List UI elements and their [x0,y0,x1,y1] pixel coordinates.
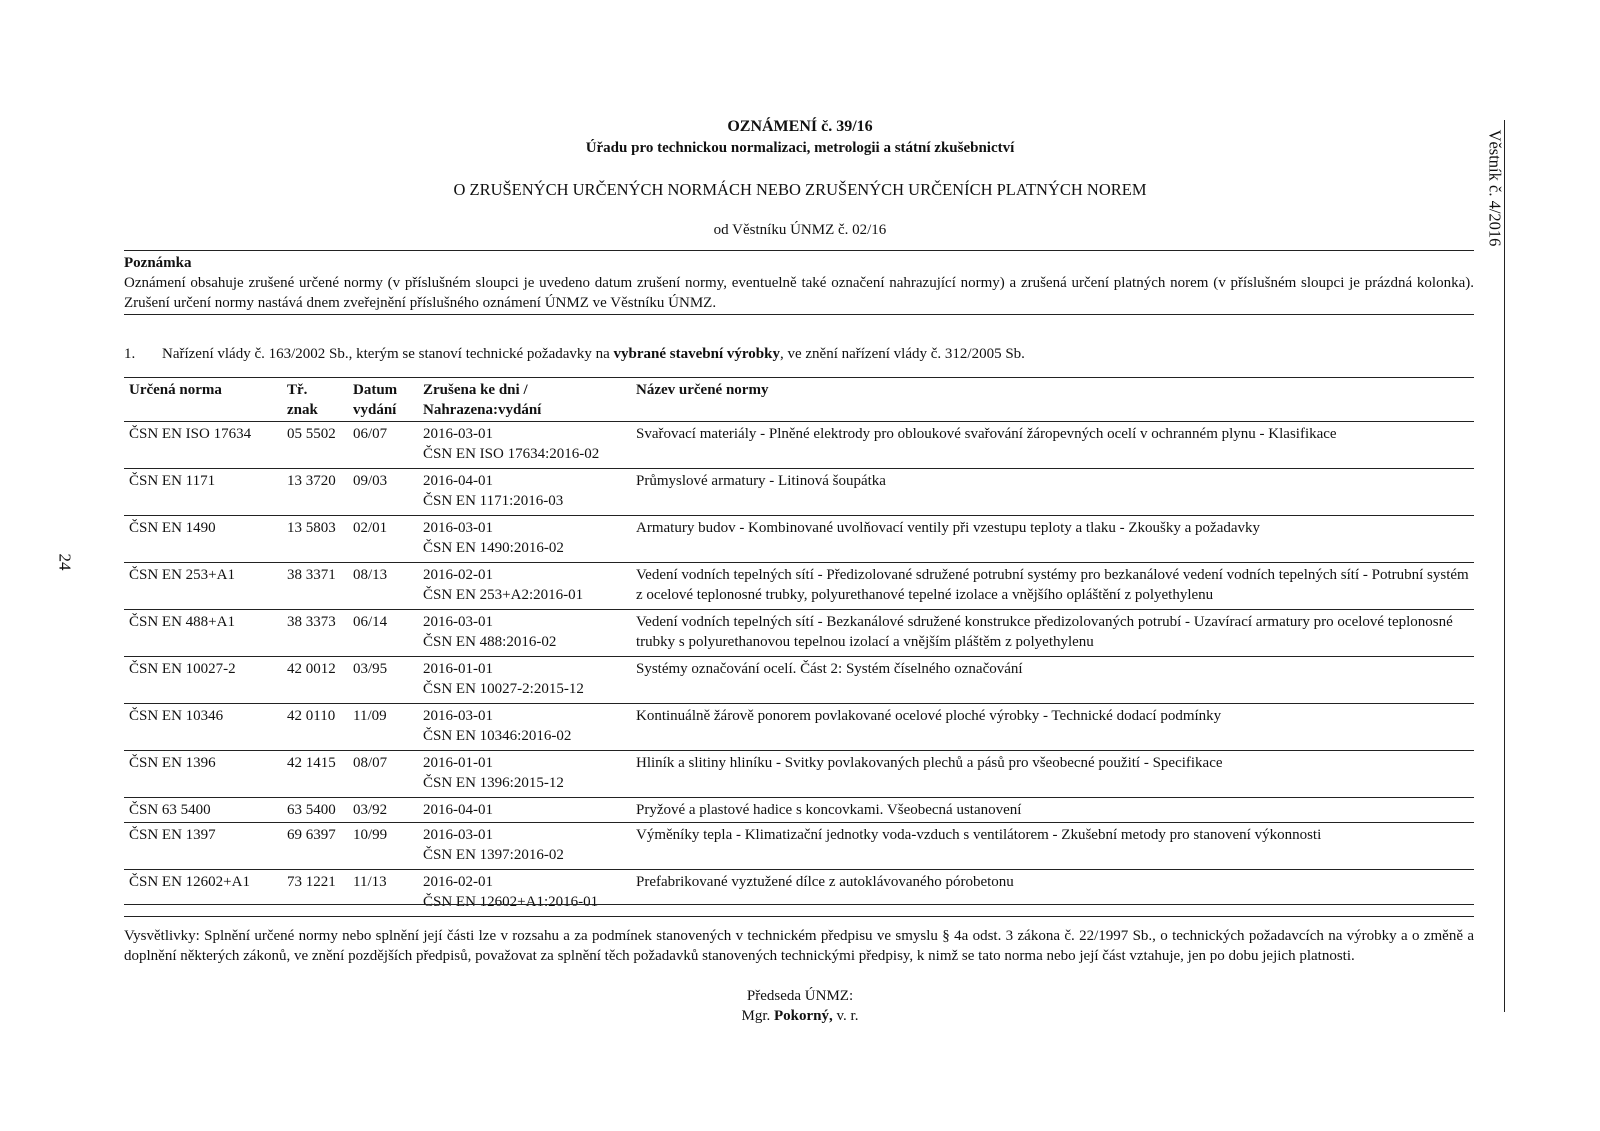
table-row [124,610,1474,657]
section-heading [124,346,1025,363]
cell-class: 63 5400 [282,798,348,823]
cell-cancel: 2016-04-01 [418,798,631,823]
cell-norm: ČSN EN ISO 17634 [124,422,282,469]
cell-class: 05 5502 [282,422,348,469]
table-row [124,704,1474,751]
cell-class: 38 3371 [282,563,348,610]
header-name: Název určené normy [631,377,1474,422]
cell-cancel: 2016-03-01 ČSN EN 488:2016-02 [418,610,631,657]
table-row [124,798,1474,823]
table-row [124,657,1474,704]
cell-norm: ČSN EN 1490 [124,516,282,563]
cell-date: 03/92 [348,798,418,823]
cell-cancel: 2016-03-01 ČSN EN 1490:2016-02 [418,516,631,563]
cell-name: Výměníky tepla - Klimatizační jednotky voda-vzduch s ventilátorem - Zkušební metody pro stanovení výkonnosti [631,823,1474,870]
header-class: Tř. znak [282,377,348,422]
cell-date: 09/03 [348,469,418,516]
cell-date: 08/13 [348,563,418,610]
cell-date: 11/09 [348,704,418,751]
norms-table [124,377,1474,917]
cell-name: Vedení vodních tepelných sítí - Bezkanálové sdružené konstrukce předizolovaných potrubí - Uzavírací armatury pro ocelové teplonosné trubky s polyurethanovou tepelnou izolací a vnějším pláštěm z polyethylenu [631,610,1474,657]
cell-date: 03/95 [348,657,418,704]
table-row [124,870,1474,917]
cell-date: 02/01 [348,516,418,563]
table-row [124,563,1474,610]
cell-class: 69 6397 [282,823,348,870]
cell-cancel: 2016-02-01 ČSN EN 253+A2:2016-01 [418,563,631,610]
journal-running-head: Věstník č. 4/2016 [1485,129,1505,247]
announcement-title: OZNÁMENÍ č. 39/16 [727,118,873,135]
cell-name: Svařovací materiály - Plněné elektrody pro obloukové svařování žáropevných ocelí v ochranném plynu - Klasifikace [631,422,1474,469]
explanation-text: Vysvětlivky: Splnění určené normy nebo splnění její části lze v rozsahu a za podmínek stanovených v technickém předpisu ve smyslu § 4a odst. 3 zákona č. 22/1997 Sb., o technických požadavcích na výrobky a o změně a doplnění některých zákonů, ve znění pozdějších předpisů, považovat za splnění těch požadavků stanovených technickými předpisy, k nimž se tato norma nebo její část vztahuje, jen po dobu jejich platnosti. [124,928,1474,964]
cell-name: Armatury budov - Kombinované uvolňovací ventily při vzestupu teploty a tlaku - Zkoušky a požadavky [631,516,1474,563]
cell-cancel: 2016-03-01 ČSN EN 1397:2016-02 [418,823,631,870]
signature-role: Předseda ÚNMZ: [746,988,854,1004]
announcement-heading: O ZRUŠENÝCH URČENÝCH NORMÁCH NEBO ZRUŠENÝCH URČENÍCH PLATNÝCH NOREM [453,180,1147,199]
cell-class: 13 5803 [282,516,348,563]
cell-cancel: 2016-02-01 ČSN EN 12602+A1:2016-01 [418,870,631,917]
cell-class: 13 3720 [282,469,348,516]
cell-class: 73 1221 [282,870,348,917]
announcement-source: od Věstníku ÚNMZ č. 02/16 [713,222,887,238]
table-row [124,469,1474,516]
table-row [124,422,1474,469]
cell-norm: ČSN EN 12602+A1 [124,870,282,917]
section-text-after: , ve znění nařízení vlády č. 312/2005 Sb. [779,346,1025,362]
table-header-row [124,377,1474,422]
cell-norm: ČSN EN 10027-2 [124,657,282,704]
cell-cancel: 2016-03-01 ČSN EN ISO 17634:2016-02 [418,422,631,469]
cell-name: Systémy označování ocelí. Část 2: Systém číselného označování [631,657,1474,704]
cell-date: 08/07 [348,751,418,798]
cell-cancel: 2016-01-01 ČSN EN 1396:2015-12 [418,751,631,798]
cell-cancel: 2016-04-01 ČSN EN 1171:2016-03 [418,469,631,516]
table-row [124,823,1474,870]
cell-class: 42 0110 [282,704,348,751]
cell-name: Kontinuálně žárově ponorem povlakované ocelové ploché výrobky - Technické dodací podmínky [631,704,1474,751]
cell-name: Vedení vodních tepelných sítí - Předizolované sdružené potrubní systémy pro bezkanálové vedení vodních tepelných sítí - Potrubní systém z ocelové teplonosné trubky, polyurethanové tepelné izolace a vnějšího opláštění z polyethylenu [631,563,1474,610]
signature-name: Mgr. Pokorný, v. r. [741,1008,859,1024]
header-norm: Určená norma [124,377,282,422]
note-text: Oznámení obsahuje zrušené určené normy (v příslušném sloupci je uvedeno datum zrušení normy, eventuelně také označení nahrazující normy) a zrušená určení platných norem (v příslušném sloupci je prázdná kolonka). Zrušení určení normy nastává dnem zveřejnění příslušného oznámení ÚNMZ ve Věstníku ÚNMZ. [124,275,1474,311]
cell-norm: ČSN 63 5400 [124,798,282,823]
cell-name: Hliník a slitiny hliníku - Svitky povlakovaných plechů a pásů pro všeobecné použití - Specifikace [631,751,1474,798]
cell-norm: ČSN EN 1396 [124,751,282,798]
cell-norm: ČSN EN 1397 [124,823,282,870]
cell-class: 42 1415 [282,751,348,798]
section-text-bold: vybrané stavební výrobky [613,346,780,362]
cell-class: 42 0012 [282,657,348,704]
section-text-before: Nařízení vlády č. 163/2002 Sb., kterým se stanoví technické požadavky na [162,346,614,362]
cell-date: 11/13 [348,870,418,917]
cell-name: Průmyslové armatury - Litinová šoupátka [631,469,1474,516]
table-row [124,516,1474,563]
section-number: 1. [124,346,136,362]
cell-norm: ČSN EN 10346 [124,704,282,751]
table-row [124,751,1474,798]
side-rule [1504,120,1505,1012]
header-date: Datum vydání [348,377,418,422]
cell-date: 10/99 [348,823,418,870]
cell-norm: ČSN EN 488+A1 [124,610,282,657]
cell-norm: ČSN EN 253+A1 [124,563,282,610]
page-number: 24 [55,553,75,571]
table-bottom-rule [124,904,1474,905]
cell-class: 38 3373 [282,610,348,657]
cell-date: 06/14 [348,610,418,657]
note-title: Poznámka [124,255,192,271]
cell-name: Pryžové a plastové hadice s koncovkami. Všeobecná ustanovení [631,798,1474,823]
divider-top [124,250,1474,251]
cell-norm: ČSN EN 1171 [124,469,282,516]
divider-note [124,314,1474,315]
cell-date: 06/07 [348,422,418,469]
cell-name: Prefabrikované vyztužené dílce z autoklávovaného pórobetonu [631,870,1474,917]
cell-cancel: 2016-03-01 ČSN EN 10346:2016-02 [418,704,631,751]
cell-cancel: 2016-01-01 ČSN EN 10027-2:2015-12 [418,657,631,704]
header-cancel: Zrušena ke dni / Nahrazena:vydání [418,377,631,422]
announcement-issuer: Úřadu pro technickou normalizaci, metrologii a státní zkušebnictví [585,140,1015,156]
